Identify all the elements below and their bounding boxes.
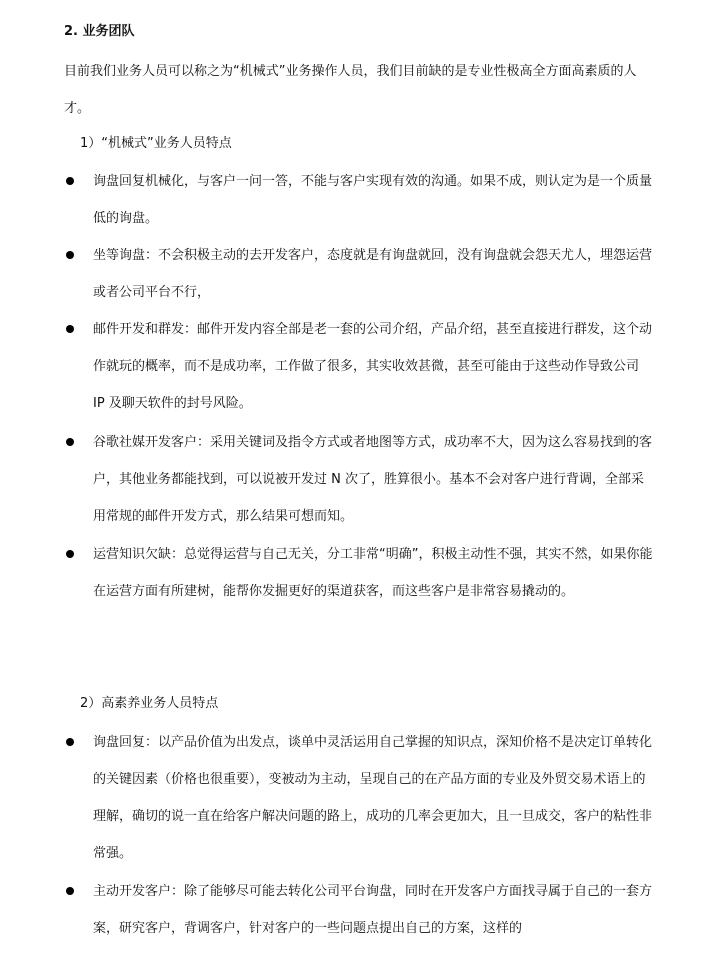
bullet-dot-icon xyxy=(66,438,74,446)
list-item-text: 询盘回复机械化，与客户一问一答，不能与客户实现有效的沟通。如果不成，则认定为是一个质量低的询盘。 xyxy=(93,174,653,226)
part2-title: 2）高素养业务人员特点 xyxy=(80,696,219,711)
list-item xyxy=(64,536,654,610)
list-item-text: 运营知识欠缺：总觉得运营与自己无关，分工非常“明确”，积极主动性不强，其实不然，如果你能在运营方面有所建树，能帮你发掘更好的渠道获客，而这些客户是非常容易撬动的。 xyxy=(93,547,653,599)
bullet-dot-icon xyxy=(66,738,74,746)
list-item xyxy=(64,424,654,535)
list-item xyxy=(64,873,654,947)
list-item-text: 询盘回复：以产品价值为出发点，谈单中灵活运用自己掌握的知识点，深知价格不是决定订单转化的关键因素（价格也很重要），变被动为主动，呈现自己的在产品方面的专业及外贸交易术语上的理解，确切的说一直在给客户解决问题的路上，成功的几率会更加大，且一旦成交，客户的粘性非常强。 xyxy=(93,735,653,861)
list-item xyxy=(64,237,654,311)
list-item xyxy=(64,163,654,237)
intro-paragraph: 目前我们业务人员可以称之为“机械式”业务操作人员，我们目前缺的是专业性极高全方面高素质的人才。 xyxy=(64,64,637,116)
list-item-text: 谷歌社媒开发客户：采用关键词及指令方式或者地图等方式，成功率不大，因为这么容易找到的客户，其他业务都能找到，可以说被开发过 N 次了，胜算很小。基本不会对客户进行背调，全部采用常规的邮件开发方式，那么结果可想而知。 xyxy=(93,435,653,524)
bullet-dot-icon xyxy=(66,251,74,259)
bullet-dot-icon xyxy=(66,887,74,895)
part1-title: 1）“机械式”业务人员特点 xyxy=(80,136,232,151)
list-item-text: 坐等询盘：不会积极主动的去开发客户，态度就是有询盘就回，没有询盘就会怨天尤人，埋怨运营或者公司平台不行， xyxy=(93,248,653,300)
bullet-dot-icon xyxy=(66,325,74,333)
list-item xyxy=(64,724,654,872)
list-item xyxy=(64,311,654,422)
list-item-text: 邮件开发和群发：邮件开发内容全部是老一套的公司介绍，产品介绍，甚至直接进行群发，这个动作就玩的概率，而不是成功率，工作做了很多，其实收效甚微，甚至可能由于这些动作导致公司 IP 及聊天软件的封号风险。 xyxy=(93,322,653,411)
list-item-text: 主动开发客户：除了能够尽可能去转化公司平台询盘，同时在开发客户方面找寻属于自己的一套方案，研究客户，背调客户，针对客户的一些问题点提出自己的方案，这样的 xyxy=(93,884,653,936)
section-heading: 2. 业务团队 xyxy=(64,24,135,39)
bullet-dot-icon xyxy=(66,177,74,185)
bullet-dot-icon xyxy=(66,550,74,558)
